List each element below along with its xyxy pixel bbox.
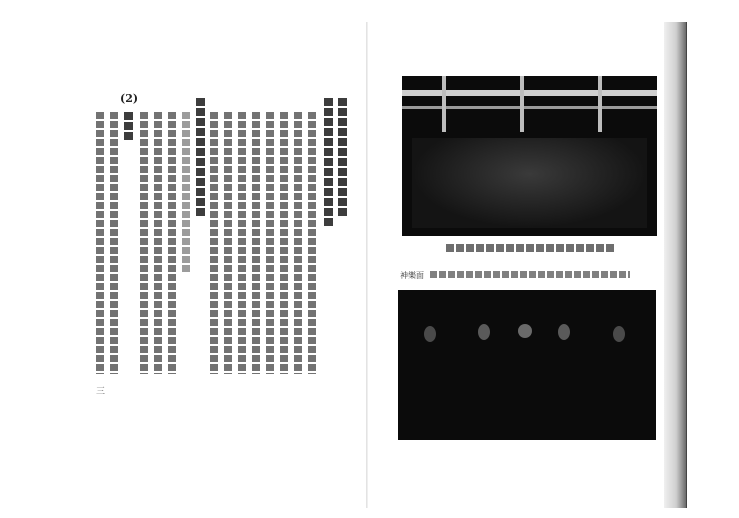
- book-gutter: [366, 22, 368, 508]
- text-column: [168, 112, 176, 374]
- kagura-masks-photo: [398, 290, 656, 440]
- text-column: [324, 98, 333, 228]
- text-column: [294, 112, 302, 374]
- page-number: 三: [96, 387, 106, 397]
- photo-caption-bottom-label: 神樂面: [400, 271, 424, 280]
- text-column: [154, 112, 162, 374]
- text-column: [140, 112, 148, 374]
- text-column: [124, 112, 133, 140]
- text-column: [280, 112, 288, 374]
- page-edge-line: [686, 22, 687, 508]
- page-edge-shadow: [664, 22, 686, 508]
- text-column: [196, 98, 205, 218]
- stage-photo: [402, 76, 657, 236]
- photo-caption-top: [446, 244, 616, 252]
- text-column: [308, 112, 316, 374]
- text-column: [96, 112, 104, 374]
- text-column: [224, 112, 232, 374]
- text-column: [210, 112, 218, 374]
- section-number: (2): [120, 92, 139, 105]
- text-column: [238, 112, 246, 374]
- text-column: [338, 98, 347, 218]
- text-column: [182, 112, 190, 272]
- photo-caption-bottom: [430, 271, 630, 278]
- text-column: [266, 112, 274, 374]
- text-column: [110, 112, 118, 374]
- text-column: [252, 112, 260, 374]
